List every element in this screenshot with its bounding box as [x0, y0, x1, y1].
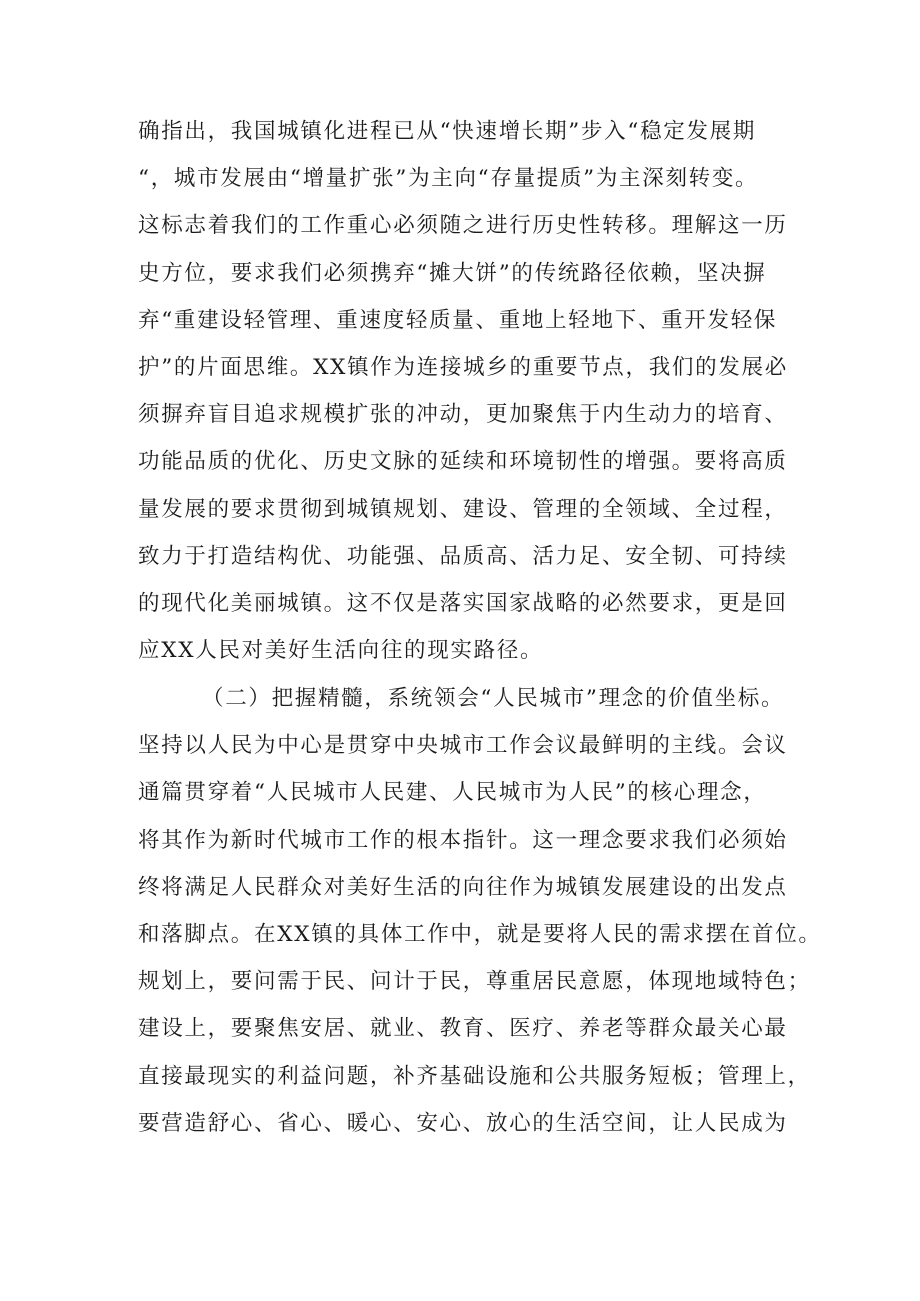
text-line: 这标志着我们的工作重心必须随之进行历史性转移。理解这一历 — [138, 213, 788, 239]
text-line: 确指出，我国城镇化进程已从“快速增长期”步入“稳定发展期 — [138, 119, 757, 144]
text-line: 弃“重建设轻管理、重速度轻质量、重地上轻地下、重开发轻保 — [138, 307, 778, 333]
text-line: 须摒弃盲目追求规模扩张的冲动，更加聚焦于内生动力的培育、 — [138, 402, 788, 428]
text-line: 量发展的要求贯彻到城镇规划、建设、管理的全领域、全过程， — [138, 496, 788, 522]
paragraph-1 — [138, 108, 798, 674]
text-line: 坚持以人民为中心是贯穿中央城市工作会议最鲜明的主线。会议 — [138, 733, 788, 759]
text-line: 规划上，要问需于民、问计于民，尊重居民意愿，体现地域特色； — [138, 969, 811, 995]
text-line: 的现代化美丽城镇。这不仅是落实国家战略的必然要求，更是回 — [138, 590, 788, 616]
section-heading-line: （二）把握精髓，系统领会“人民城市”理念的价值坐标。 — [202, 686, 785, 711]
paragraph-2 — [138, 675, 822, 1147]
text-line: 史方位，要求我们必须携弃“摊大饼”的传统路径依赖，坚决摒 — [138, 260, 767, 286]
text-line: 和落脚点。在XX镇的具体工作中，就是要将人民的需求摆在首位。 — [138, 921, 822, 947]
text-line: “，城市发展由“增量扩张”为主向“存量提质”为主深刻转变。 — [138, 166, 759, 192]
text-line: 通篇贯穿着“人民城市人民建、人民城市为人民”的核心理念， — [138, 780, 767, 806]
text-line: 要营造舒心、省心、暖心、安心、放心的生活空间，让人民成为 — [138, 1110, 788, 1136]
text-line: 建设上，要聚焦安居、就业、教育、医疗、养老等群众最关心最 — [138, 1016, 788, 1042]
text-line: 将其作为新时代城市工作的根本指针。这一理念要求我们必须始 — [138, 827, 788, 853]
text-line: 应XX人民对美好生活向往的现实路径。 — [138, 638, 544, 664]
text-line: 功能品质的优化、历史文脉的延续和环境韧性的增强。要将高质 — [138, 449, 788, 475]
text-line: 护”的片面思维。XX镇作为连接城乡的重要节点，我们的发展必 — [138, 354, 788, 380]
text-line: 致力于打造结构优、功能强、品质高、活力足、安全韧、可持续 — [138, 543, 788, 569]
text-line: 直接最现实的利益问题，补齐基础设施和公共服务短板；管理上， — [138, 1063, 811, 1089]
text-line: 终将满足人民群众对美好生活的向往作为城镇发展建设的出发点 — [138, 874, 788, 900]
